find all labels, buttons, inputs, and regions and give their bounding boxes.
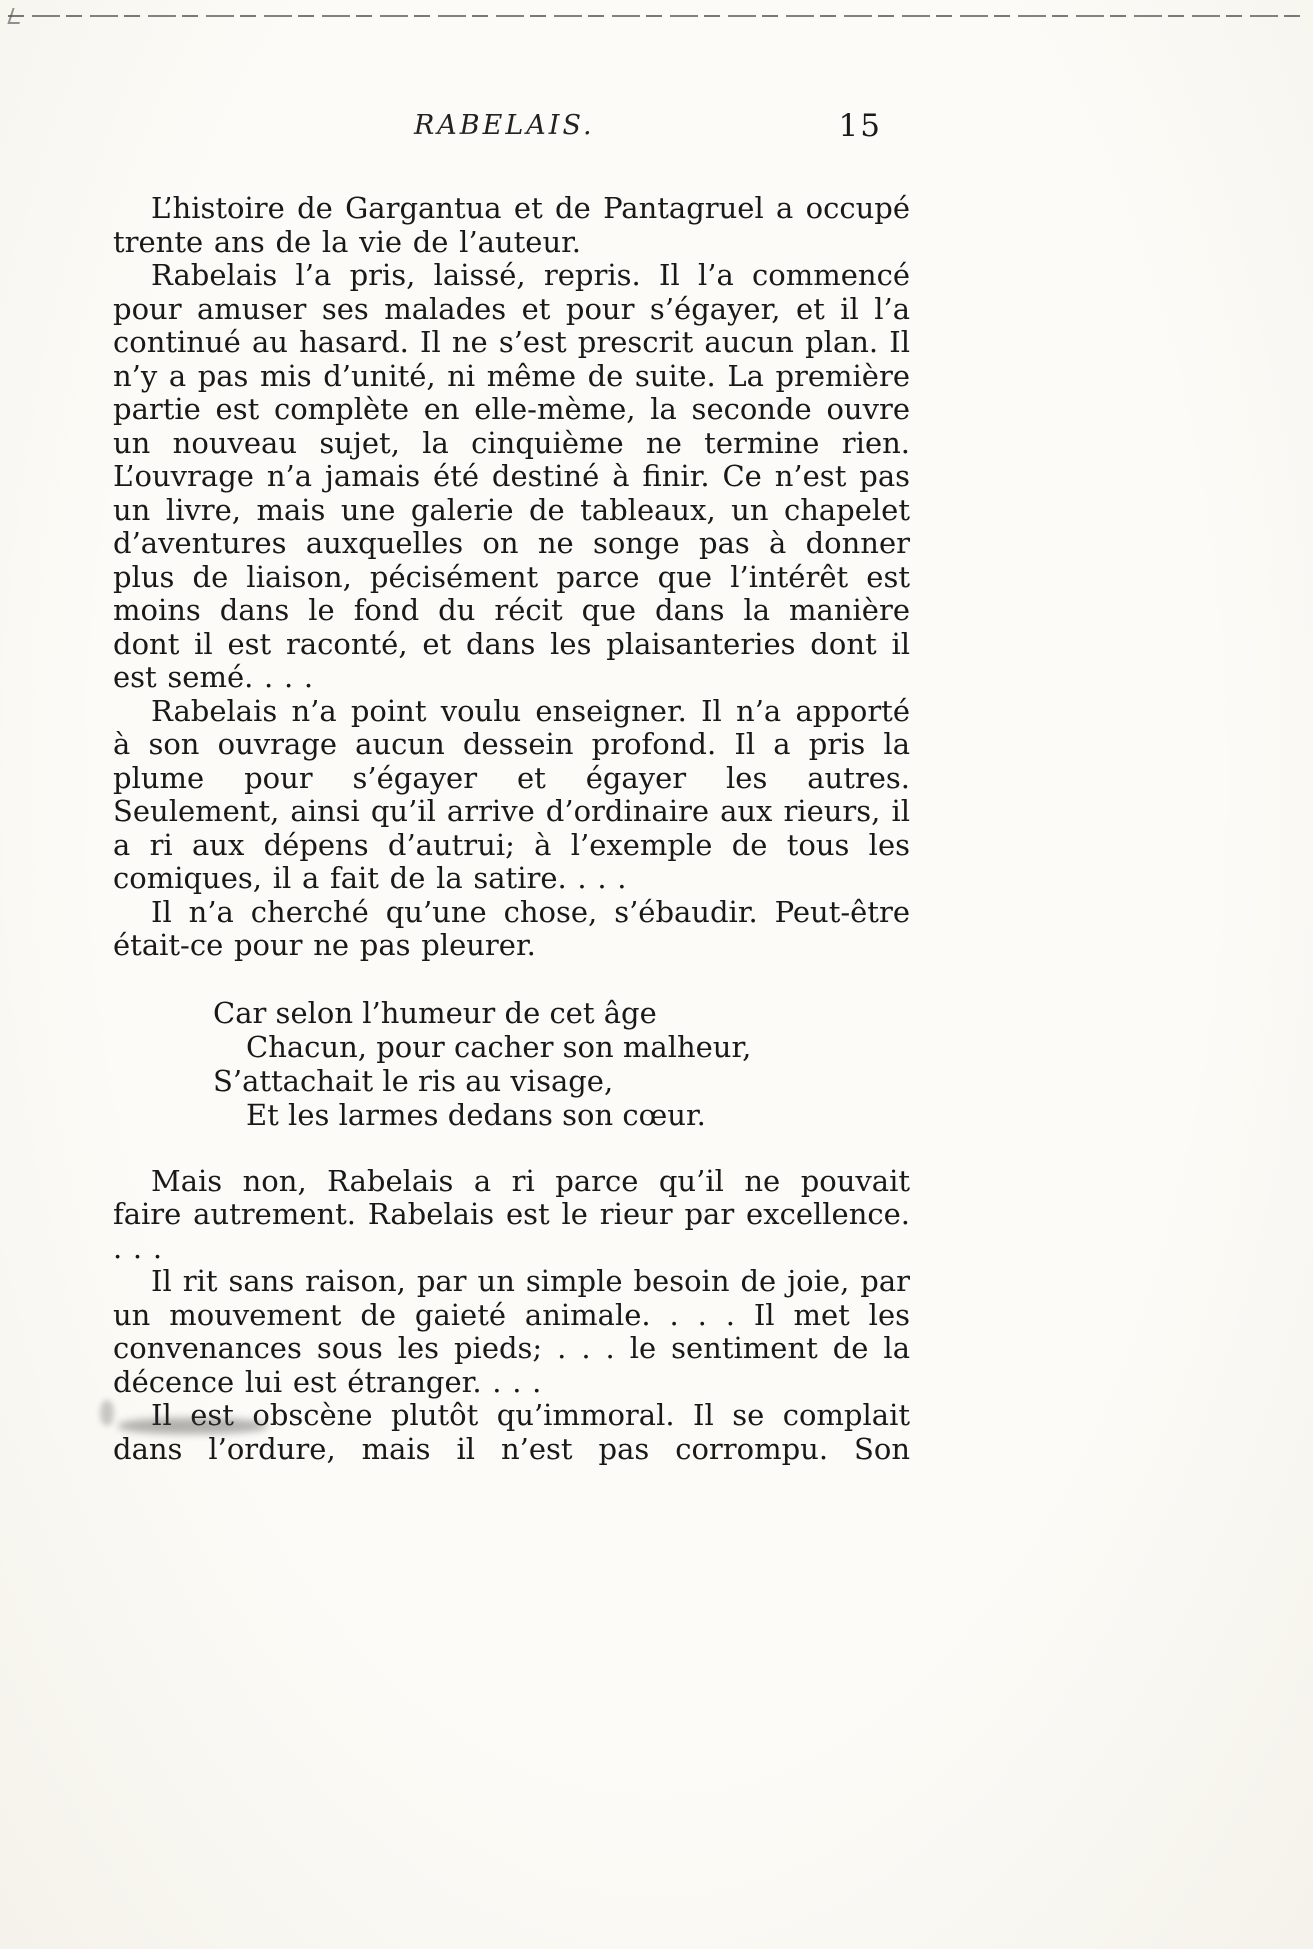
running-title: RABELAIS. bbox=[413, 110, 595, 141]
paragraph: Rabelais n’a point voulu enseigner. Il n’a apporté à son ouvrage aucun dessein profond. Il a pris la plume pour s’égayer et égayer les autres. Seulement, ainsi qu’il arrive d’ordinaire aux rieurs, il a ri aux dépens d’autrui; à l’exemple de tous les comiques, il a fait de la satire. . . . bbox=[113, 693, 910, 895]
scan-edge-dashed-line bbox=[8, 15, 1300, 17]
verse-line: S’attachait le ris au visage, bbox=[213, 1063, 614, 1098]
body-text bbox=[113, 192, 910, 1466]
scan-smudge bbox=[118, 1418, 268, 1434]
paragraph: Rabelais l’a pris, laissé, repris. Il l’a commencé pour amuser ses malades et pour s’égayer, et il l’a continué au hasard. Il ne s’est prescrit aucun plan. Il n’y a pas mis d’unité, ni même de suite. La première partie est complète en elle-mème, la seconde ouvre un nouveau sujet, la cinquième ne termine rien. L’ouvrage n’a jamais été destiné à finir. Ce n’est pas un livre, mais une galerie de tableaux, un chapelet d’aventures auxquelles on ne songe pas à donner plus de liaison, pécisément parce que l’intérêt est moins dans le fond du récit que dans la manière dont il est raconté, et dans les plaisanteries dont il est semé. . . . bbox=[113, 258, 910, 694]
page-header bbox=[113, 110, 910, 150]
verse-line: Chacun, pour cacher son malheur, bbox=[246, 1029, 752, 1064]
scan-smudge bbox=[100, 1400, 114, 1426]
paragraph: L’histoire de Gargantua et de Pantagruel a occupé trente ans de la vie de l’auteur. bbox=[113, 191, 910, 259]
paragraph: Il est obscène plutôt qu’immoral. Il se complait dans l’ordure, mais il n’est pas corrompu. Son bbox=[113, 1398, 910, 1466]
page-content bbox=[113, 110, 910, 1466]
verse-quotation bbox=[213, 996, 910, 1132]
paragraph: Mais non, Rabelais a ri parce qu’il ne pouvait faire autrement. Rabelais est le rieur par excellence. . . . bbox=[113, 1163, 910, 1265]
paragraph: Il rit sans raison, par un simple besoin de joie, par un mouvement de gaieté animale. . . . Il met les convenances sous les pieds; . . . le sentiment de la décence lui est étranger. . . . bbox=[113, 1264, 910, 1399]
paragraph: Il n’a cherché qu’une chose, s’ébaudir. Peut-être était-ce pour ne pas pleurer. bbox=[113, 894, 910, 962]
page-number: 15 bbox=[838, 108, 882, 144]
verse-line: Car selon l’humeur de cet âge bbox=[213, 995, 657, 1030]
verse-line: Et les larmes dedans son cœur. bbox=[246, 1097, 706, 1132]
